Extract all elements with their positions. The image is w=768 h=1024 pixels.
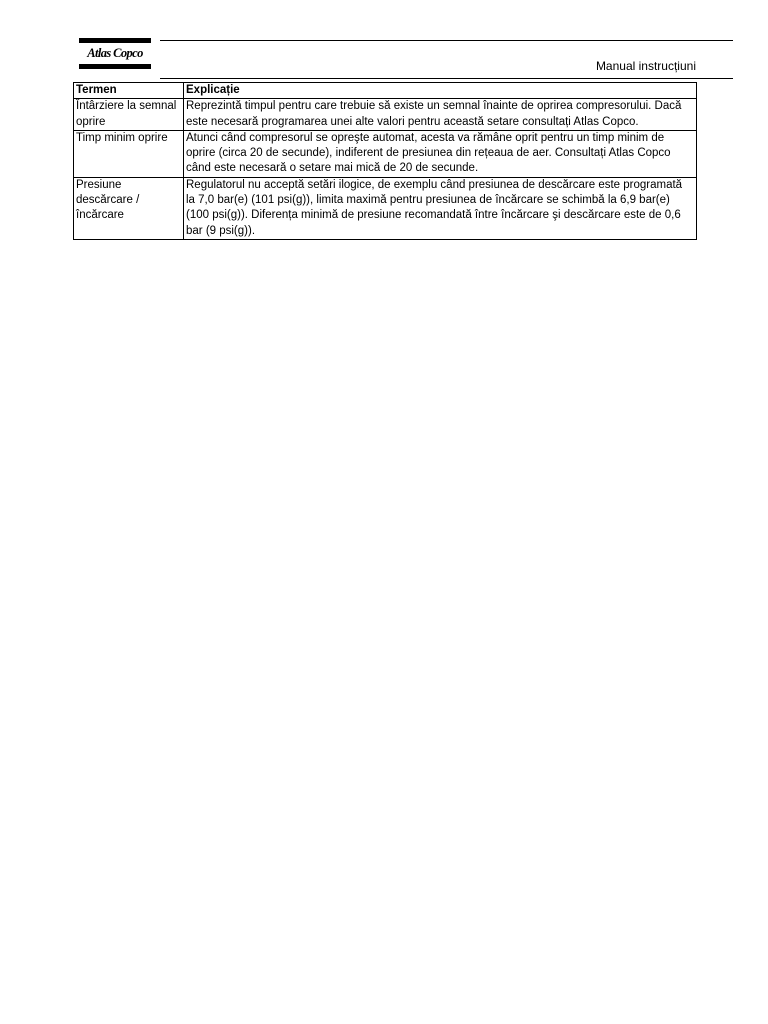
header-rule-top — [160, 40, 733, 41]
table-row — [74, 99, 697, 131]
explanation-cell: Reprezintă timpul pentru care trebuie să existe un semnal înainte de oprirea compresorului. Dacă este necesară programarea unei alte valori pentru această setare consultați Atlas Copco. — [184, 99, 697, 131]
logo-wordmark: Atlas Copco — [87, 46, 143, 60]
table-row — [74, 177, 697, 239]
column-header-term: Termen — [74, 83, 184, 99]
explanation-cell: Atunci când compresorul se opreşte automat, acesta va rămâne oprit pentru un timp minim de oprire (circa 20 de secunde), indiferent de presiunea din rețeaua de aer. Consultați Atlas Copco când este necesară o setare mai mică de 20 de secunde. — [184, 130, 697, 177]
document-title: Manual instrucțiuni — [595, 59, 696, 73]
column-header-explanation: Explicație — [184, 83, 697, 99]
term-cell: Timp minim oprire — [74, 130, 184, 177]
term-cell: Întârziere la semnal oprire — [74, 99, 184, 131]
table-row — [74, 130, 697, 177]
logo-bar-bottom — [79, 64, 151, 69]
terms-table — [73, 82, 697, 240]
atlas-copco-logo — [79, 38, 151, 70]
header-rule-bottom — [160, 78, 733, 79]
table-header-row — [74, 83, 697, 99]
term-cell: Presiune descărcare / încărcare — [74, 177, 184, 239]
explanation-cell: Regulatorul nu acceptă setări ilogice, de exemplu când presiunea de descărcare este programată la 7,0 bar(e) (101 psi(g)), limita maximă pentru presiunea de încărcare se schimbă la 6,9 bar(e) (100 psi(g)). Diferența minimă de presiune recomandată între încărcare şi descărcare este de 0,6 bar (9 psi(g)). — [184, 177, 697, 239]
logo-bar-top — [79, 38, 151, 43]
